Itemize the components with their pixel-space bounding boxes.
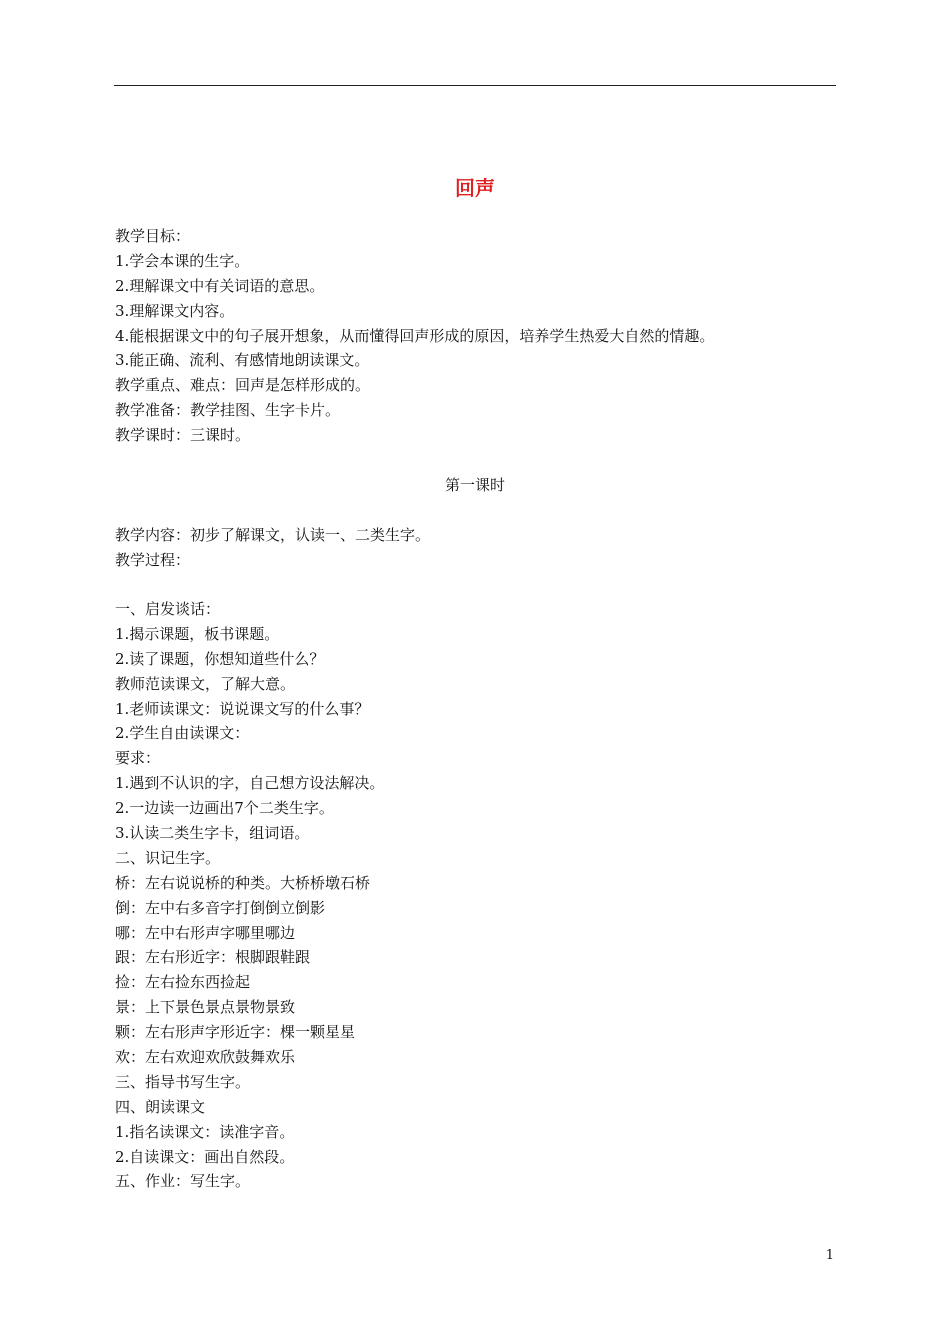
process-line: 2.读了课题，你想知道些什么？ <box>115 649 325 668</box>
goals-line: 3.能正确、流利、有感情地朗读课文。 <box>115 351 370 370</box>
goals-line: 4.能根据课文中的句子展开想象，从而懂得回声形成的原因，培养学生热爱大自然的情趣。 <box>115 326 715 345</box>
process-line: 四、朗读课文 <box>115 1097 206 1116</box>
goals-line: 3.理解课文内容。 <box>115 301 235 320</box>
process-line: 1.揭示课题，板书课题。 <box>115 624 280 643</box>
process-line: 颗：左右形声字形近字：棵一颗星星 <box>115 1023 356 1042</box>
intro-line: 教学内容：初步了解课文，认读一、二类生字。 <box>115 526 431 544</box>
process-line: 1.指名读课文：读准字音。 <box>115 1122 295 1141</box>
lesson-heading-block <box>0 473 950 498</box>
page-number: 1 <box>825 1248 834 1263</box>
goals-line: 教学课时：三课时。 <box>115 426 251 445</box>
goals-line: 教学重点、难点：回声是怎样形成的。 <box>115 376 371 395</box>
process-line: 捡：左右捡东西捡起 <box>115 973 251 992</box>
process-line: 2.自读课文：画出自然段。 <box>115 1147 295 1166</box>
process-section <box>115 597 835 1194</box>
process-line: 五、作业：写生字。 <box>115 1172 251 1191</box>
process-line: 一、启发谈话： <box>115 600 221 618</box>
intro-line: 教学过程： <box>115 550 191 569</box>
process-line: 二、识记生字。 <box>115 848 221 867</box>
process-line: 欢：左右欢迎欢欣鼓舞欢乐 <box>115 1048 296 1067</box>
process-line: 景：上下景色景点景物景致 <box>115 998 296 1017</box>
document-title: 回声 <box>455 176 495 200</box>
process-line: 哪：左中右形声字哪里哪边 <box>115 923 296 942</box>
goals-line: 教学目标： <box>115 227 191 245</box>
process-line: 三、指导书写生字。 <box>115 1072 251 1091</box>
process-line: 要求： <box>115 749 161 768</box>
header-rule <box>114 85 836 86</box>
process-line: 1.遇到不认识的字，自己想方设法解决。 <box>115 774 385 793</box>
goals-line: 教学准备：教学挂图、生字卡片。 <box>115 401 341 420</box>
process-line: 2.一边读一边画出7个二类生字。 <box>115 799 334 818</box>
goals-line: 2.理解课文中有关词语的意思。 <box>115 276 325 295</box>
process-line: 3.认读二类生字卡，组词语。 <box>115 824 310 843</box>
process-line: 桥：左右说说桥的种类。大桥桥墩石桥 <box>115 873 371 892</box>
process-line: 教师范读课文，了解大意。 <box>115 674 296 693</box>
goals-line: 1.学会本课的生字。 <box>115 251 250 270</box>
process-line: 1.老师读课文：说说课文写的什么事？ <box>115 699 370 718</box>
process-line: 倒：左中右多音字打倒倒立倒影 <box>115 898 326 917</box>
goals-section <box>115 224 835 448</box>
process-line: 跟：左右形近字：根脚跟鞋跟 <box>115 948 311 967</box>
lesson-heading: 第一课时 <box>444 476 505 494</box>
process-line: 2.学生自由读课文： <box>115 724 250 743</box>
intro-section <box>115 523 835 573</box>
